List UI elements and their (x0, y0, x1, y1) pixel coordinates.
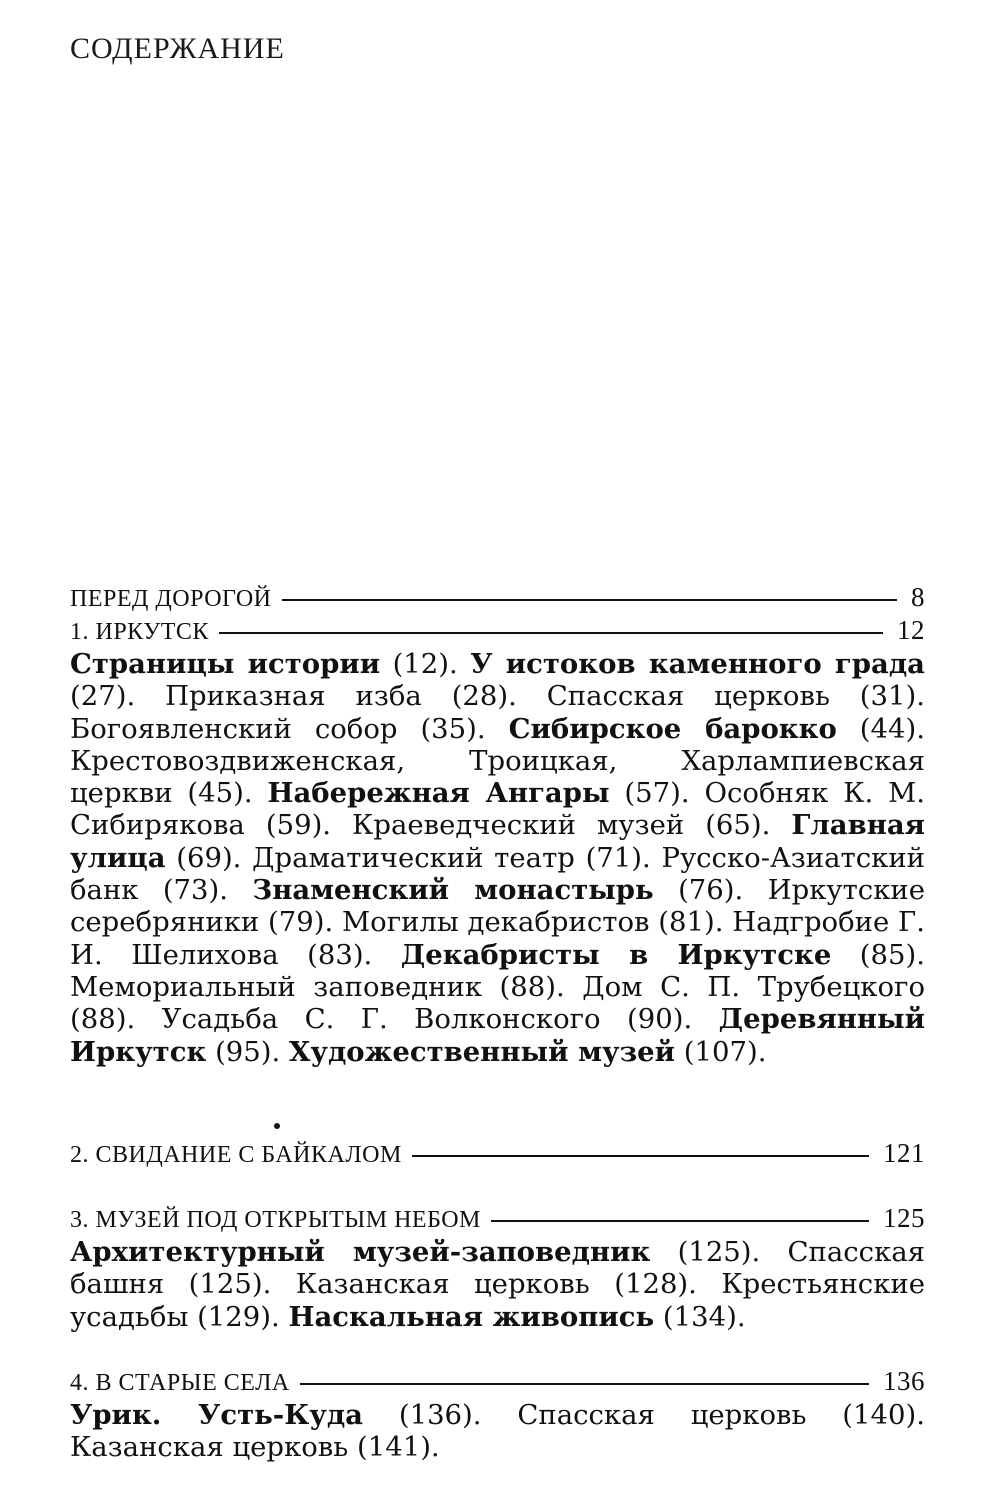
section-title: Знаменский монастырь (252, 874, 654, 907)
section-text: (69). Драматический театр (71). Русско-Азиатский банк (73). (70, 841, 925, 907)
section-title: Декабристы в Иркутске (400, 938, 832, 971)
leader-line (219, 632, 883, 634)
section-text: (85). Мемориальный заповедник (88). Дом С. П. Трубецкого (88). Усадьба С. Г. Волконского (90). (70, 938, 925, 1036)
toc-entry-page: 136 (883, 1366, 925, 1396)
toc-entry-label: 1. ИРКУТСК (70, 619, 209, 645)
chapter-3-contents (70, 1236, 925, 1333)
toc-entry-label: ПЕРЕД ДОРОГОЙ (70, 586, 272, 612)
toc-entry-page: 12 (897, 615, 925, 645)
page-title: СОДЕРЖАНИЕ (70, 32, 285, 65)
section-text: (95). (206, 1035, 290, 1068)
toc-entry-chapter-3 (70, 1203, 925, 1234)
toc-entry-label: 4. В СТАРЫЕ СЕЛА (70, 1370, 290, 1396)
section-title: Художественный музей (289, 1035, 676, 1068)
leader-line (491, 1220, 869, 1222)
chapter-1-contents (70, 648, 925, 1068)
section-text: (12). (380, 648, 471, 680)
section-title: Урик. Усть-Куда (70, 1399, 363, 1431)
section-title: Деревянный Иркутск (70, 1003, 925, 1068)
section-title: Наскальная живопись (288, 1300, 655, 1333)
section-text: (134). (654, 1300, 746, 1333)
chapter-4-contents (70, 1399, 925, 1464)
section-text: (136). Спасская церковь (140). Казанская церковь (141). (70, 1399, 925, 1464)
section-title: Набережная Ангары (267, 777, 610, 810)
section-text: (125). Спасская башня (125). Казанская церковь (128). Крестьянские усадьбы (129). (70, 1236, 926, 1333)
leader-line (300, 1383, 869, 1385)
section-text: (76). Иркутские серебряники (79). Могилы декабристов (81). Надгробие Г. И. Шелихова (83). (70, 874, 925, 971)
section-title: Архитектурный музей-заповедник (70, 1236, 651, 1268)
section-text: (44). Крестовоздвиженская, Троицкая, Харлампиевская церкви (45). (70, 712, 925, 810)
section-title: Страницы истории (70, 648, 381, 680)
section-text: (27). Приказная изба (28). Спасская церковь (31). Богоявленский собор (35). (70, 680, 925, 745)
section-title: У истоков каменного града (470, 648, 925, 680)
section-title: Сибирское барокко (508, 712, 837, 745)
toc-entry-chapter-1 (70, 615, 925, 646)
leader-line (412, 1155, 869, 1157)
toc-entry-page: 121 (883, 1138, 925, 1168)
toc-entry-page: 125 (883, 1203, 925, 1233)
toc-entry-label: 3. МУЗЕЙ ПОД ОТКРЫТЫМ НЕБОМ (70, 1207, 481, 1233)
toc-entry-chapter-4 (70, 1366, 925, 1397)
leader-line (282, 599, 898, 601)
section-title: Главная улица (70, 809, 925, 874)
section-text: (107). (675, 1035, 767, 1068)
toc-entry-label: 2. СВИДАНИЕ С БАЙКАЛОМ (70, 1142, 402, 1168)
speck (274, 1123, 280, 1129)
toc-entry-before-road (70, 582, 925, 613)
toc-entry-page: 8 (911, 582, 925, 612)
toc-entry-chapter-2 (70, 1138, 925, 1169)
section-text: (57). Особняк К. М. Сибирякова (59). Краеведческий музей (65). (70, 777, 925, 842)
